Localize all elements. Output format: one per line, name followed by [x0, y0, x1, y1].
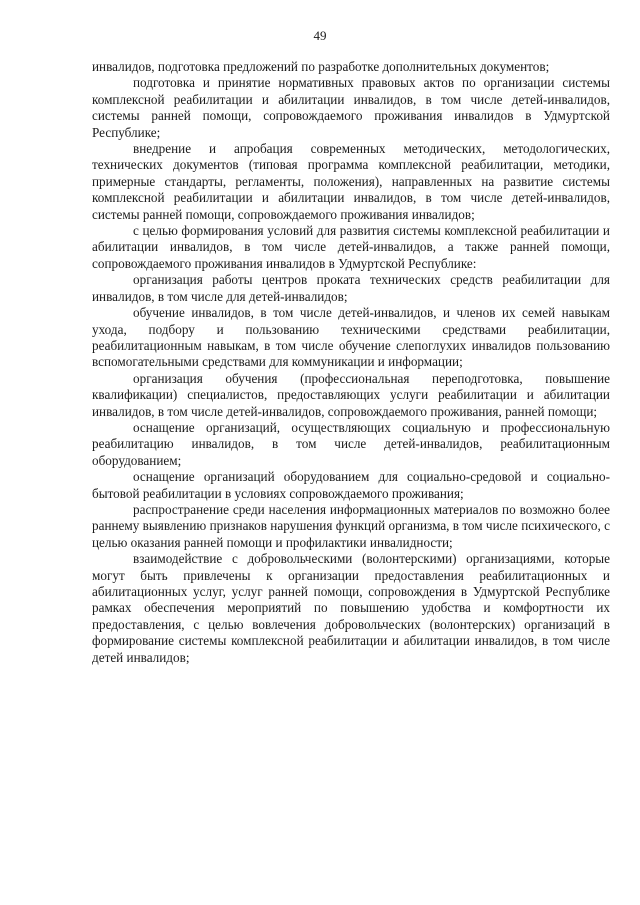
paragraph-10: распространение среди населения информационных материалов по возможно более раннему выявлению признаков нарушения функций организма, в том числе психического, с целью оказания ранней помощи и профилактики инвалидности;: [92, 501, 610, 550]
paragraph-9: оснащение организаций оборудованием для социально-средовой и социально-бытовой реабилитации в условиях сопровождаемого проживания;: [92, 469, 610, 501]
paragraph-2: подготовка и принятие нормативных правовых актов по организации системы комплексной реабилитации и абилитации инвалидов, в том числе детей-инвалидов, системы ранней помощи, сопровождаемого проживания инвалидов в Удмуртской Республике;: [92, 75, 610, 140]
paragraph-1: инвалидов, подготовка предложений по разработке дополнительных документов;: [92, 59, 550, 74]
paragraph-5: организация работы центров проката технических средств реабилитации для инвалидов, в том числе для детей-инвалидов;: [92, 272, 610, 304]
page-number: 49: [313, 28, 327, 43]
paragraph-11: взаимодействие с добровольческими (волонтерскими) организациями, которые могут быть привлечены к организации предоставления реабилитационных и абилитационных услуг, услуг ранней помощи, сопровождения в Удмуртской Республике рамках обеспечения мероприятий по повышению удобства и комфортности их предоставления, с целью вовлечения добровольческих (волонтерских) организаций в формирование системы комплексной реабилитации и абилитации инвалидов, в том числе детей инвалидов;: [92, 551, 610, 665]
paragraph-8: оснащение организаций, осуществляющих социальную и профессиональную реабилитацию инвалидов, в том числе детей-инвалидов, реабилитационным оборудованием;: [92, 419, 610, 468]
document-text: [92, 59, 610, 666]
paragraph-3: внедрение и апробация современных методических, методологических, технических документов (типовая программа комплексной реабилитации, методики, примерные стандарты, регламенты, положения), направленных на развитие системы комплексной реабилитации и абилитации инвалидов, в том числе детей-инвалидов, системы ранней помощи, сопровождаемого проживания инвалидов;: [92, 141, 610, 222]
paragraph-4: с целью формирования условий для развития системы комплексной реабилитации и абилитации инвалидов, в том числе детей-инвалидов, а также ранней помощи, сопровождаемого проживания инвалидов в Удмуртской Республике:: [92, 223, 610, 271]
paragraph-7: организация обучения (профессиональная переподготовка, повышение квалификации) специалистов, предоставляющих услуги реабилитации и абилитации инвалидов, в том числе детей-инвалидов, сопровождаемого проживания, ранней помощи;: [92, 370, 610, 419]
paragraph-6: обучение инвалидов, в том числе детей-инвалидов, и членов их семей навыкам ухода, подбору и пользованию техническими средствами реабилитации, реабилитационным навыкам, в том числе обучение слепоглухих инвалидов пользованию вспомогательными средствами для коммуникации и информации;: [92, 305, 610, 370]
